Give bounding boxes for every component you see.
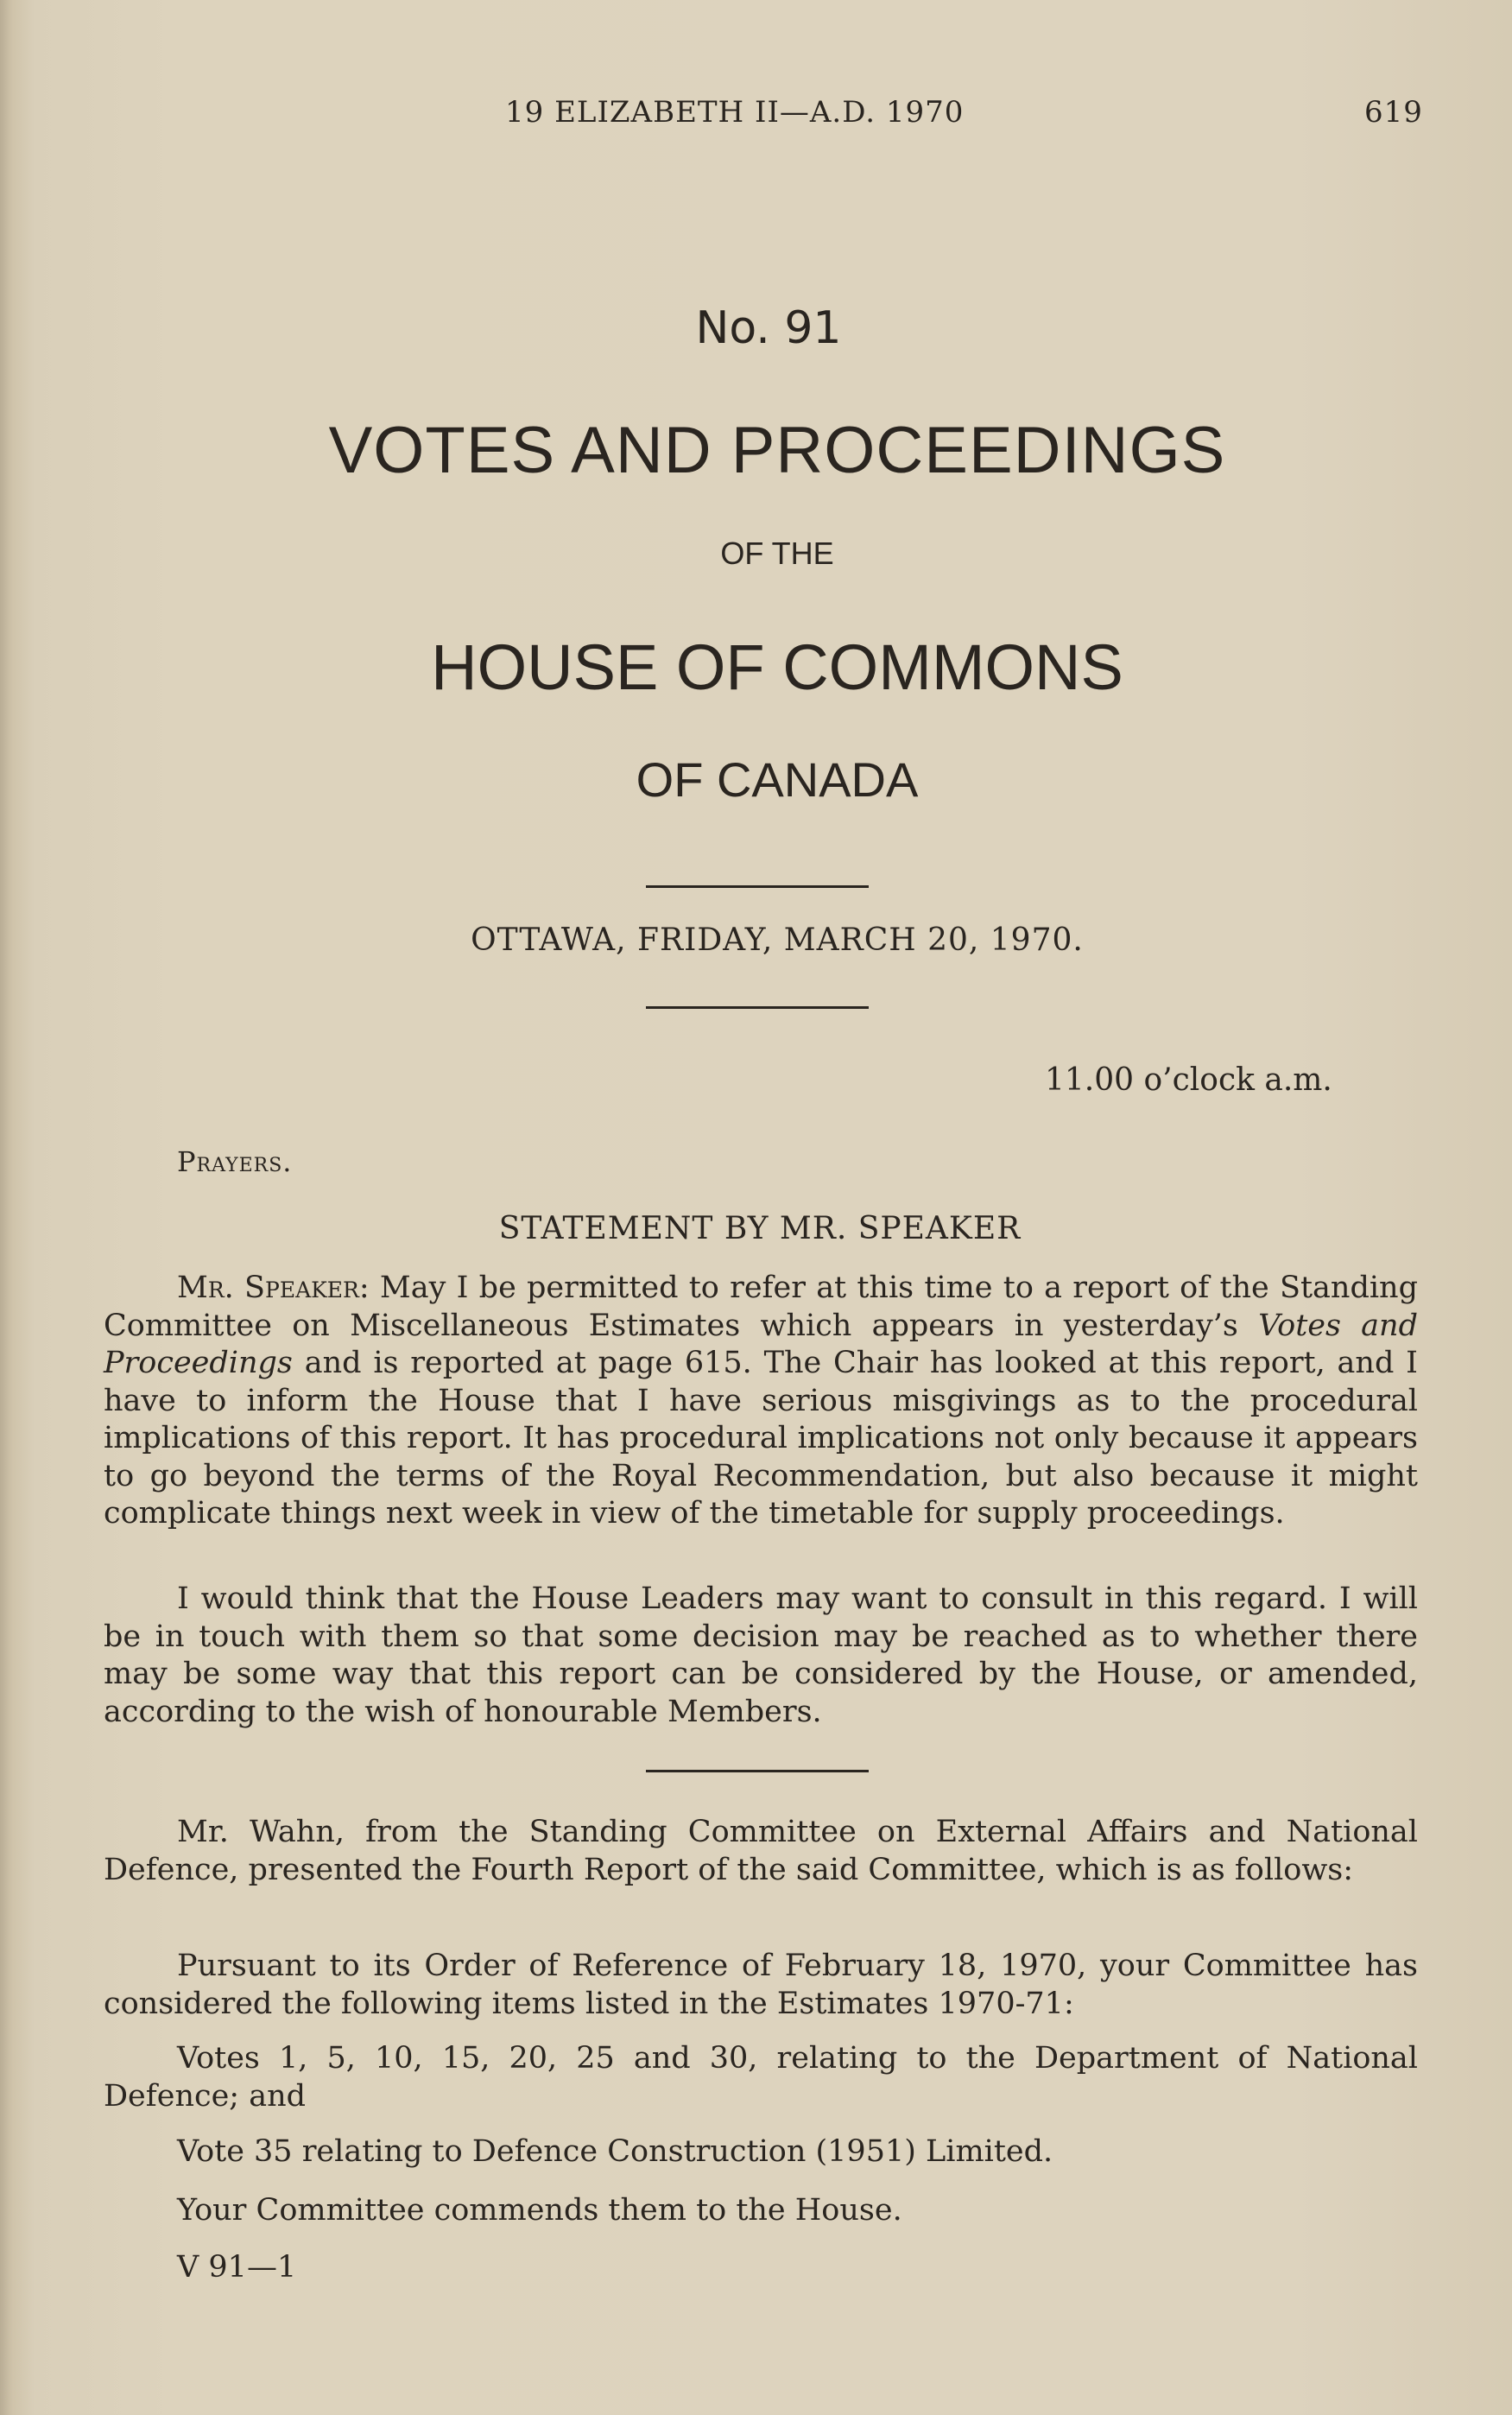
statement-paragraph: I would think that the House Leaders may want to consult in this regard. I will be in touch with them so that some decision may be reached as to whether there may be some way that this report can be considered by the House, or amended, according to the wish of honourable Members. xyxy=(104,1581,1418,1729)
statement-italic-title: Votes and Proceedings xyxy=(104,1308,1418,1380)
page-number: 619 xyxy=(1364,95,1423,130)
running-head xyxy=(0,95,1512,138)
report-paragraph: Vote 35 relating to Defence Construction (1951) Limited. xyxy=(177,2134,1053,2169)
report-paragraph: Pursuant to its Order of Reference of February 18, 1970, your Committee has considered the following items listed in the Estimates 1970-71: xyxy=(104,1949,1418,2021)
statement-paragraph xyxy=(104,1270,1418,1533)
dateline: OTTAWA, FRIDAY, MARCH 20, 1970. xyxy=(471,922,1084,958)
divider-rule xyxy=(646,1770,869,1772)
divider-rule xyxy=(646,1006,869,1009)
statement-text-a: : May I be permitted to refer at this time to a report of the Standing Committee on Miscellaneous Estimates which appears in yesterday’s xyxy=(104,1271,1418,1343)
section-heading: STATEMENT BY MR. SPEAKER xyxy=(498,1211,1022,1246)
document-title: VOTES AND PROCEEDINGS xyxy=(328,414,1226,487)
prayers-heading: Prayers. xyxy=(177,1145,293,1178)
divider-rule xyxy=(646,885,869,888)
report-paragraph: Votes 1, 5, 10, 15, 20, 25 and 30, relating to the Department of National Defence; and xyxy=(104,2041,1418,2114)
country-title: OF CANADA xyxy=(636,752,919,807)
report-paragraph: Mr. Wahn, from the Standing Committee on External Affairs and National Defence, presented the Fourth Report of the said Committee, which is as follows: xyxy=(104,1815,1418,1887)
speaker-name: Mr. Speaker xyxy=(177,1271,359,1305)
title-connector: OF THE xyxy=(720,536,834,571)
statement-text-b: and is reported at page 615. The Chair has looked at this report, and I have to inform the House that I have serious misgivings as to the procedural implications of this report. It has procedural implications not only because it appears to go beyond the terms of the Royal Recommendation, but also because it might complicate things next week in view of the timetable for supply proceedings. xyxy=(104,1346,1418,1531)
house-title: HOUSE OF COMMONS xyxy=(431,631,1123,703)
issue-number: No. 91 xyxy=(695,302,842,354)
signature-mark: V 91—1 xyxy=(177,2250,297,2285)
running-head-title: 19 ELIZABETH II—A.D. 1970 xyxy=(505,95,965,130)
report-paragraph: Your Committee commends them to the House. xyxy=(177,2193,902,2228)
sitting-time: 11.00 o’clock a.m. xyxy=(1045,1062,1332,1098)
